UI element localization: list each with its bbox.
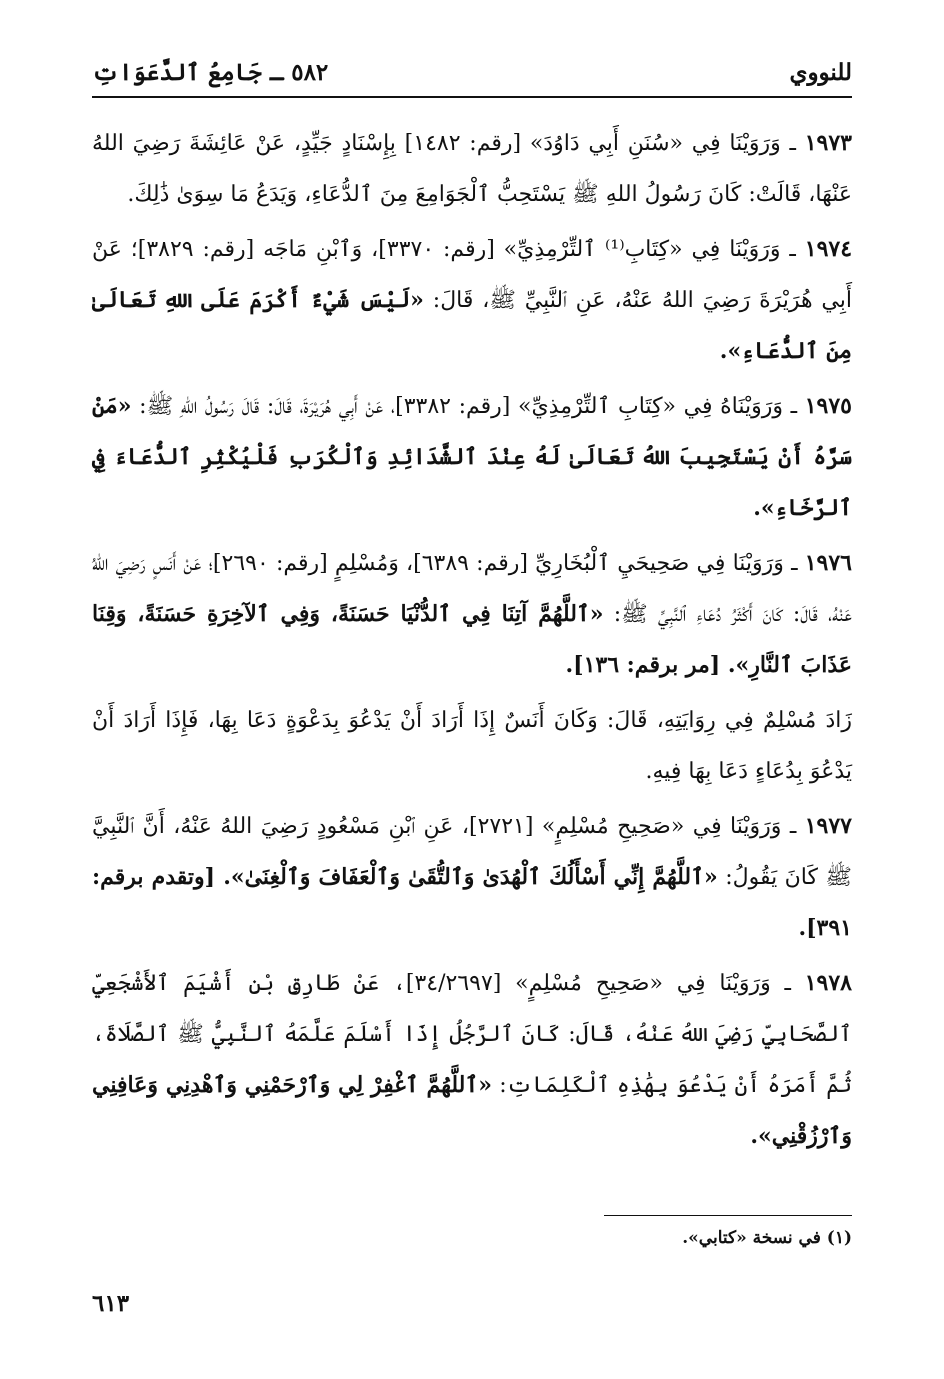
hadith-paragraph-1973 — [92, 118, 852, 220]
hadith-quote: «ٱللَّهُمَّ ٱغْفِرْ لِي وَٱرْحَمْنِي وَٱهْدِنِي وَعَافِنِي وَٱرْزُقْنِي». — [92, 1072, 852, 1149]
hadith-quote: «ٱللَّهُمَّ آتِنَا فِي ٱلدُّنْيَا حَسَنَةً، وَفِي ٱلآخِرَةِ حَسَنَةً، وَقِنَا عَذَابَ ٱلنَّارِ». [مر برقم: ١٣٦]. — [92, 601, 852, 678]
hadith-text: زَادَ مُسْلِمٌ فِي رِوَايَتِهِ، قَالَ: وَكَانَ أَنَسٌ إِذَا أَرَادَ أَنْ يَدْعُوَ بِدَعْوَةٍ دَعَا بِهَا، فَإِذَا أَرَادَ أَنْ يَدْعُوَ بِدُعَاءٍ دَعَا بِهَا فِيهِ. — [92, 708, 852, 784]
footnote: (١) في نسخة «كتابي». — [682, 1228, 852, 1248]
hadith-quote: «مَنْ سَرَّهُ أَنْ يَسْتَجِيبَ اللهُ تَعَالَىٰ لَهُ عِنْدَ ٱلشَّدَائِدِ وَٱلْكُرَبِ فَلْيُكْثِرِ ٱلدُّعَاءَ فِي ٱلرَّخَاءِ». — [92, 393, 852, 521]
header-author: للنووي — [789, 58, 852, 86]
hadith-paragraph-1974 — [92, 224, 852, 377]
hadith-text: ـ وَرَوَيْنَاهُ فِي «كِتَابِ ٱلتِّرْمِذِيِّ» [رقم: ٣٣٨٢]، عَنْ أَبِي هُرَيْرَةَ، قَالَ: قَالَ رَسُولُ اللهِ ﷺ: — [139, 394, 798, 419]
hadith-text: ـ وَرَوَيْنَا فِي «كِتَابِ⁽¹⁾ ٱلتِّرْمِذِيِّ» [رقم: ٣٣٧٠]، وَٱبْنِ مَاجَه [رقم: ٣٨٢٩]؛ عَنْ أَبِي هُرَيْرَةَ رَضِيَ اللهُ عَنْهُ، عَنِ ٱلنَّبِيِّ ﷺ، قَالَ: — [92, 237, 852, 313]
hadith-number: ١٩٧٥ — [804, 393, 852, 419]
hadith-paragraph-1975 — [92, 381, 852, 534]
header-divider — [92, 96, 852, 98]
running-header — [92, 52, 852, 92]
page-body — [92, 118, 852, 1166]
hadith-text: ـ وَرَوَيْنَا فِي «صَحِيحِ مُسْلِمٍ» [٣٤/٢٦٩٧]، عَنْ طَارِقِ بْنِ أَشْيَمَ ٱلأَشْجَعِيِّ ٱلصَّحَابِيِّ رَضِيَ اللهُ عَنْهُ، قَالَ: كَانَ ٱلرَّجُلُ إِذَا أَسْلَمَ عَلَّمَهُ ٱلنَّبِيُّ ﷺ ٱلصَّلَاةَ، ثُمَّ أَمَرَهُ أَنْ يَدْعُوَ بِهَٰذِهِ ٱلْكَلِمَاتِ: — [92, 971, 852, 1098]
hadith-text: ـ وَرَوَيْنَا فِي «صَحِيحِ مُسْلِمٍ» [٢٧٢١]، عَنِ ٱبْنِ مَسْعُودٍ رَضِيَ اللهُ عَنْهُ، أَنَّ ٱلنَّبِيَّ ﷺ كَانَ يَقُولُ: — [92, 814, 852, 890]
hadith-number: ١٩٧٦ — [804, 550, 852, 576]
footnote-divider — [604, 1215, 852, 1216]
hadith-quote: «لَيْسَ شَيْءٌ أَكْرَمَ عَلَى اللهِ تَعَالَىٰ مِنَ ٱلدُّعَاءِ». — [92, 287, 852, 364]
hadith-quote: «ٱللَّهُمَّ إِنِّي أَسْأَلُكَ ٱلْهُدَىٰ وَٱلتُّقَىٰ وَٱلْعَفَافَ وَٱلْغِنَىٰ». [وتقدم برقم: ٣٩١]. — [92, 864, 852, 941]
hadith-addendum — [92, 695, 852, 797]
hadith-number: ١٩٧٣ — [804, 130, 852, 156]
page-number: ٦١٣ — [92, 1290, 130, 1317]
hadith-paragraph-1976 — [92, 538, 852, 691]
header-chapter: ٥٨٢ ـ جَامِعُ ٱلدَّعَوَاتِ — [92, 58, 329, 86]
hadith-number: ١٩٧٤ — [804, 236, 853, 262]
hadith-paragraph-1977 — [92, 801, 852, 954]
hadith-text: ـ وَرَوَيْنَا فِي «سُنَنِ أَبِي دَاوُدَ» [رقم: ١٤٨٢] بِإِسْنَادٍ جَيِّدٍ، عَنْ عَائِشَةَ رَضِيَ اللهُ عَنْهَا، قَالَتْ: كَانَ رَسُولُ اللهِ ﷺ يَسْتَحِبُّ ٱلْجَوَامِعَ مِنَ ٱلدُّعَاءِ، وَيَدَعُ مَا سِوَىٰ ذَٰلِكَ. — [92, 131, 852, 207]
hadith-number: ١٩٧٧ — [804, 813, 852, 839]
hadith-paragraph-1978 — [92, 958, 852, 1162]
hadith-number: ١٩٧٨ — [804, 970, 852, 996]
hadith-text: ـ وَرَوَيْنَا فِي صَحِيحَيِ ٱلْبُخَارِيِّ [رقم: ٦٣٨٩]، وَمُسْلِمٍ [رقم: ٢٦٩٠]؛ عَنْ أَنَسٍ رَضِيَ اللهُ عَنْهُ، قَالَ: كَانَ أَكْثَرُ دُعَاءِ ٱلنَّبِيِّ ﷺ: — [92, 551, 852, 627]
